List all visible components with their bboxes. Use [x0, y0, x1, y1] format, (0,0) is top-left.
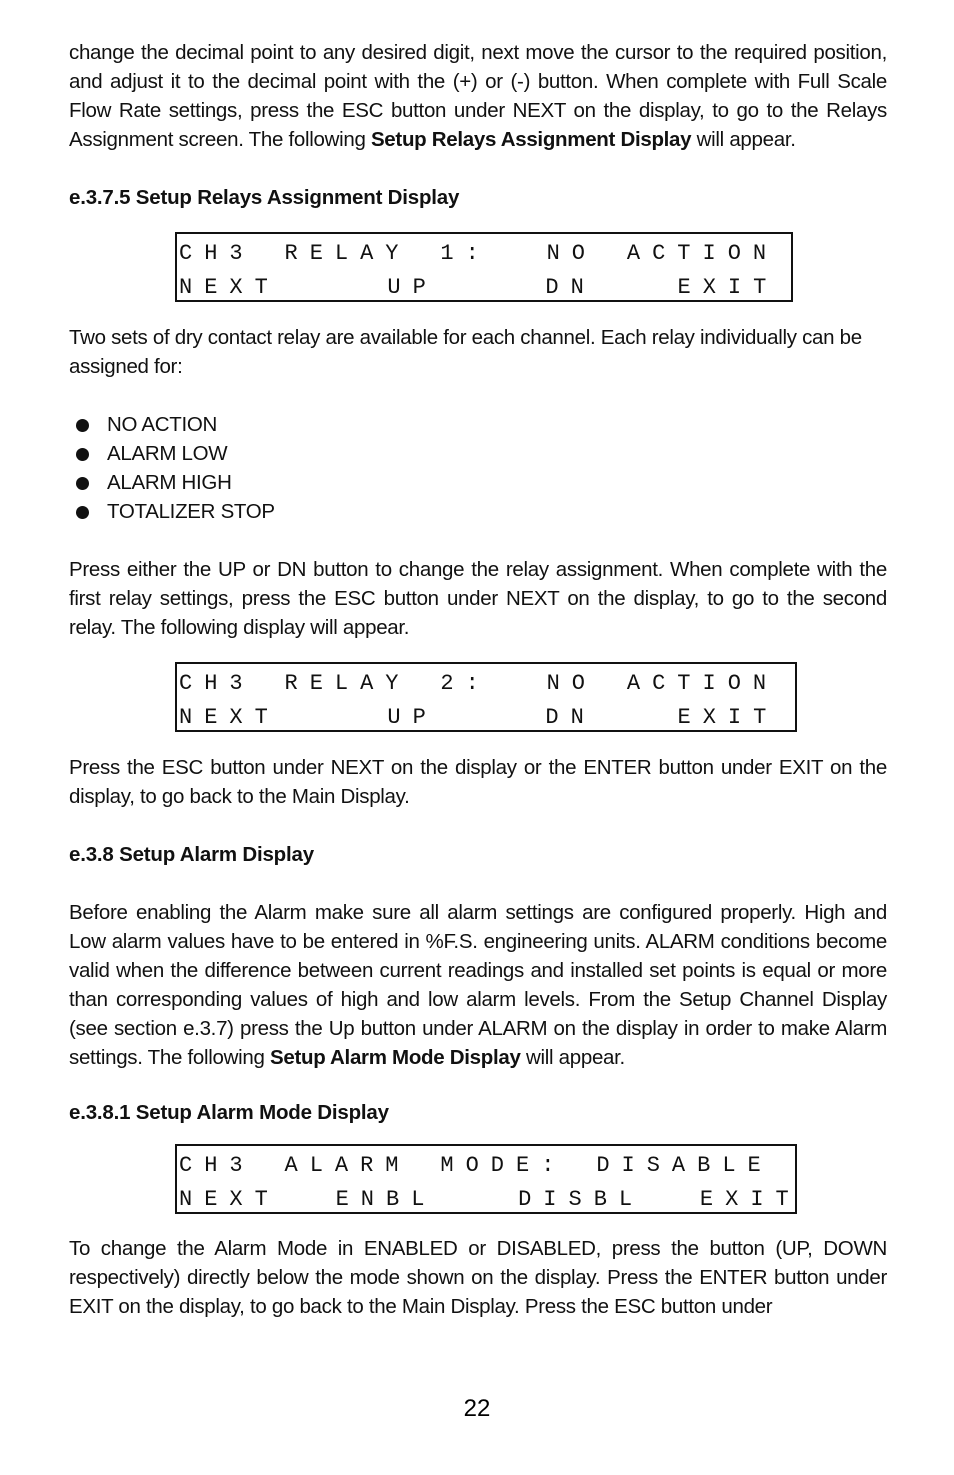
- lcd-line: [179, 1149, 795, 1183]
- relay2-back-paragraph: Press the ESC button under NEXT on the display or the ENTER button under EXIT on the display, to go back to the Main Display.: [69, 756, 887, 808]
- lcd-word: DN: [545, 705, 596, 730]
- relays-description: Two sets of dry contact relay are available for each channel. Each relay individually can be assigned for:: [69, 326, 862, 378]
- lcd-line: [179, 667, 795, 701]
- lcd-line: [179, 237, 791, 271]
- heading-alarm-mode: e.3.8.1 Setup Alarm Mode Display: [69, 1101, 389, 1124]
- list-item-text: ALARM HIGH: [107, 471, 232, 494]
- lcd-word: CH3: [179, 241, 255, 266]
- list-item-text: NO ACTION: [107, 413, 218, 436]
- lcd-word: 1:: [440, 241, 491, 266]
- lcd-word: RELAY: [284, 671, 411, 696]
- lcd-line: [179, 1183, 801, 1217]
- lcd-word: NEXT: [179, 1187, 280, 1212]
- list-item: [69, 439, 887, 468]
- intro-text: change the decimal point to any desired digit, next move the cursor to the required position, and adjust it to the decimal point with the (+) or (-) button. When complete with Full Scale Flow Rate settings, press the ESC button under NEXT on the display, to go to the Relays Assignment screen. The following: [69, 41, 887, 151]
- lcd-word: NEXT: [179, 705, 280, 730]
- intro-bold-text: Setup Relays Assignment Display: [370, 128, 692, 151]
- lcd-word: CH3: [179, 671, 255, 696]
- bullet-icon: [76, 448, 89, 461]
- lcd-word: NO: [546, 671, 598, 696]
- bullet-icon: [76, 477, 89, 490]
- document-page: [69, 38, 887, 1321]
- heading-alarm: e.3.8 Setup Alarm Display: [69, 843, 314, 866]
- page-number: 22: [463, 1395, 491, 1422]
- relay-option-list: [69, 410, 887, 526]
- alarm-text-end: will appear.: [520, 1046, 625, 1069]
- lcd-word: ALARM: [284, 1153, 411, 1178]
- lcd-word: MODE:: [440, 1153, 567, 1178]
- intro-text-end: will appear.: [691, 128, 796, 151]
- lcd-word: ACTION: [626, 671, 779, 696]
- lcd-word: EXIT: [677, 275, 779, 300]
- lcd-word: UP: [387, 275, 438, 300]
- heading-relays-assignment: e.3.7.5 Setup Relays Assignment Display: [69, 186, 460, 209]
- alarm-text: Before enabling the Alarm make sure all alarm settings are configured properly. High and Low alarm values have to be entered in %F.S. engineering units. ALARM conditions become valid when the difference between current readings and installed set points is equal or more than corresponding values of high and low alarm levels. From the Setup Channel Display (see section e.3.7) press the Up button under ALARM on the display in order to make Alarm settings. The following: [69, 901, 887, 1069]
- alarm-paragraph: [69, 898, 887, 1072]
- relay-press-paragraph: Press either the UP or DN button to change the relay assignment. When complete with the first relay settings, press the ESC button under NEXT on the display, to go to the second relay. The following display will appear.: [69, 558, 887, 639]
- lcd-relay-1: [175, 232, 793, 302]
- lcd-line: [179, 701, 795, 735]
- list-item: [69, 497, 887, 526]
- lcd-line: [179, 271, 791, 305]
- lcd-word: 2:: [440, 671, 491, 696]
- lcd-word: DISABLE: [596, 1153, 773, 1178]
- lcd-word: NO: [546, 241, 598, 266]
- lcd-relay-2: [175, 662, 797, 732]
- lcd-word: ACTION: [626, 241, 779, 266]
- list-item: [69, 410, 887, 439]
- lcd-alarm-mode: [175, 1144, 801, 1214]
- lcd-word: UP: [387, 705, 438, 730]
- lcd-word: EXIT: [677, 705, 779, 730]
- lcd-word: EXIT: [699, 1187, 801, 1212]
- list-item-text: ALARM LOW: [107, 442, 228, 465]
- alarm-bold-text: Setup Alarm Mode Display: [269, 1046, 521, 1069]
- intro-paragraph: [69, 38, 887, 154]
- alarm-mode-paragraph: To change the Alarm Mode in ENABLED or DISABLED, press the button (UP, DOWN respectively) directly below the mode shown on the display. Press the ENTER button under EXIT on the display, to go back to the Main Display. Press the ESC button under: [69, 1237, 887, 1318]
- list-item: [69, 468, 887, 497]
- lcd-word: RELAY: [284, 241, 411, 266]
- bullet-icon: [76, 506, 89, 519]
- list-item-text: TOTALIZER STOP: [107, 500, 275, 523]
- bullet-icon: [76, 419, 89, 432]
- lcd-word: NEXT: [179, 275, 280, 300]
- lcd-word: DISBL: [518, 1187, 645, 1212]
- lcd-word: DN: [545, 275, 596, 300]
- lcd-word: ENBL: [335, 1187, 437, 1212]
- lcd-word: CH3: [179, 1153, 255, 1178]
